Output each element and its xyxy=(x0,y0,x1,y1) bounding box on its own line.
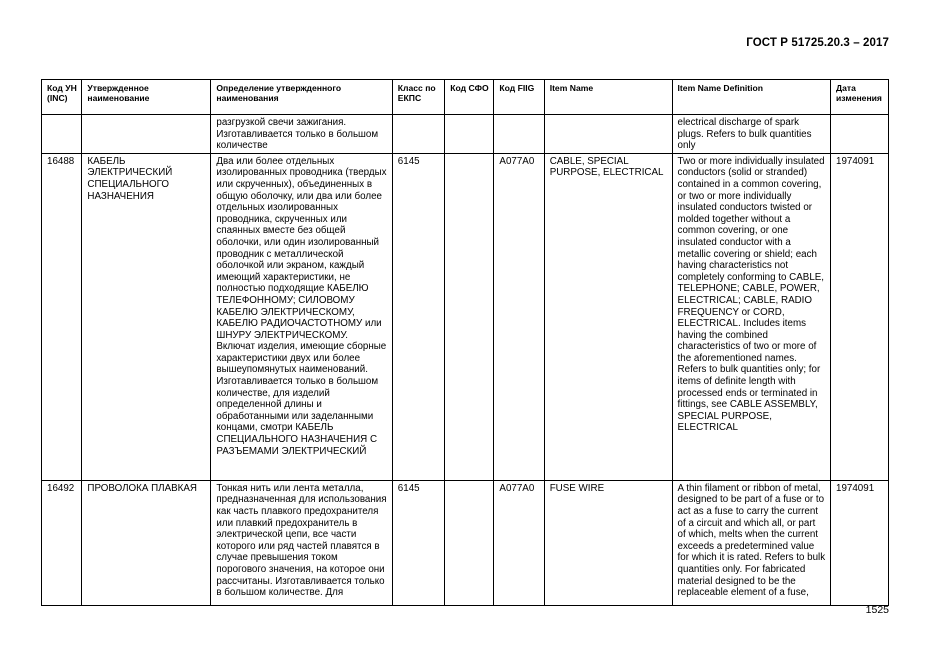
cell-approved-name: КАБЕЛЬ ЭЛЕКТРИЧЕСКИЙ СПЕЦИАЛЬНОГО НАЗНАЧЕНИЯ xyxy=(82,153,211,480)
column-header-definition-ru: Определение утвержденного наименования xyxy=(211,80,392,115)
table-header-row xyxy=(42,80,889,115)
cell-definition-ru: Два или более отдельных изолированных проводника (твердых или скрученных), объединенных в общую оболочку, или два или более отдельных изолированных проводника, скрученных или спаянных вместе без общей оболочки, или один изолированный проводник с металлической оболочкой или экраном, каждый имеющий характеристики, не полностью подходящие КАБЕЛЮ ТЕЛЕФОННОМУ; СИЛОВОМУ КАБЕЛЮ ЭЛЕКТРИЧЕСКОМУ, КАБЕЛЮ РАДИОЧАСТОТНОМУ или ШНУРУ ЭЛЕКТРИЧЕСКОМУ. Включат изделия, имеющие сборные характеристики двух или более вышеупомянутых наименований. Изготавливается только в большом количестве, для изделий определенной длины и обработанными или заделанными концами, смотри КАБЕЛЬ СПЕЦИАЛЬНОГО НАЗНАЧЕНИЯ С РАЗЪЕМАМИ ЭЛЕКТРИЧЕСКИЙ xyxy=(211,153,392,480)
cell-change-date xyxy=(831,115,889,154)
table-row xyxy=(42,115,889,154)
cell-inc xyxy=(42,115,82,154)
cell-inc: 16492 xyxy=(42,480,82,605)
column-header-class: Класс по ЕКПС xyxy=(392,80,444,115)
cell-sfo xyxy=(445,153,494,480)
cell-approved-name xyxy=(82,115,211,154)
column-header-approved-name: Утвержденное наименование xyxy=(82,80,211,115)
document-header: ГОСТ Р 51725.20.3 – 2017 xyxy=(746,37,889,49)
cell-definition-ru: разгрузкой свечи зажигания. Изготавливается только в большом количестве xyxy=(211,115,392,154)
cell-sfo xyxy=(445,115,494,154)
cell-fiig: A077A0 xyxy=(494,480,544,605)
cell-class: 6145 xyxy=(392,480,444,605)
cell-item-name: CABLE, SPECIAL PURPOSE, ELECTRICAL xyxy=(544,153,672,480)
cell-class: 6145 xyxy=(392,153,444,480)
cell-fiig: A077A0 xyxy=(494,153,544,480)
cell-definition-ru: Тонкая нить или лента металла, предназначенная для использования как часть плавкого предохранителя или плавкий предохранитель в электрической цепи, все части которого или ряд частей плавятся в случае превышения током порогового значения, на которое они рассчитаны. Изготавливается только в большом количестве. Для xyxy=(211,480,392,605)
table-row xyxy=(42,480,889,605)
specification-table xyxy=(41,79,889,606)
column-header-inc: Код УН (INC) xyxy=(42,80,82,115)
cell-class xyxy=(392,115,444,154)
column-header-fiig: Код FIIG xyxy=(494,80,544,115)
cell-item-name-definition: electrical discharge of spark plugs. Refers to bulk quantities only xyxy=(672,115,830,154)
cell-fiig xyxy=(494,115,544,154)
cell-change-date: 1974091 xyxy=(831,480,889,605)
cell-change-date: 1974091 xyxy=(831,153,889,480)
cell-approved-name: ПРОВОЛОКА ПЛАВКАЯ xyxy=(82,480,211,605)
page-number: 1525 xyxy=(865,604,889,616)
column-header-item-name-definition: Item Name Definition xyxy=(672,80,830,115)
column-header-sfo: Код СФО xyxy=(445,80,494,115)
cell-item-name-definition: A thin filament or ribbon of metal, designed to be part of a fuse or to act as a fuse to carry the current of a circuit and which all, or part of which, melts when the current exceeds a predetermined value for which it is rated. Refers to bulk quantities only. For fabricated material designed to be the replaceable element of a fuse, xyxy=(672,480,830,605)
table-row xyxy=(42,153,889,480)
column-header-change-date: Дата изменения xyxy=(831,80,889,115)
cell-item-name xyxy=(544,115,672,154)
column-header-item-name: Item Name xyxy=(544,80,672,115)
cell-item-name: FUSE WIRE xyxy=(544,480,672,605)
cell-inc: 16488 xyxy=(42,153,82,480)
cell-item-name-definition: Two or more individually insulated conductors (solid or stranded) contained in a common covering, or two or more individually insulated conductors twisted or molded together without a common covering, or one insulated conductor with a metallic covering or shield; each having characteristics not completely conforming to CABLE, TELEPHONE; CABLE, POWER, ELECTRICAL; CABLE, RADIO FREQUENCY or CORD, ELECTRICAL. Includes items having the combined characteristics of two or more of the aforementioned names. Refers to bulk quantities only; for items of definite length with processed ends or terminated in fittings, see CABLE ASSEMBLY, SPECIAL PURPOSE, ELECTRICAL xyxy=(672,153,830,480)
cell-sfo xyxy=(445,480,494,605)
